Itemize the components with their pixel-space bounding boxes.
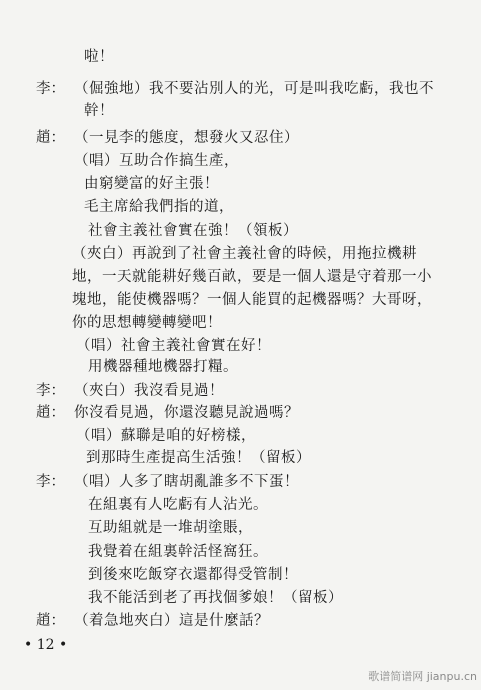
text-line-9: （夾白）再說到了社會主義社會的時候，用拖拉機耕 — [72, 246, 417, 262]
speaker-label-li: 李： — [36, 383, 65, 399]
text-line-15: （夾白）我沒看見過！ — [74, 383, 224, 399]
speaker-label-zhao: 趙： — [36, 613, 65, 629]
speaker-label-zhao: 趙： — [36, 405, 65, 421]
text-line-2: （倔強地）我不要沾別人的光，可是叫我吃虧，我也不 — [74, 81, 434, 97]
text-line-3: 幹！ — [84, 103, 114, 119]
text-line-25: （着急地夾白）這是什麼話？ — [74, 613, 269, 629]
text-line-14: 用機器種地機器打糧。 — [88, 359, 238, 375]
text-line-17: （唱）蘇聯是咱的好榜樣， — [76, 428, 256, 444]
text-line-10: 地，一天就能耕好幾百畝，要是一個人還是守着那一小 — [72, 269, 432, 285]
text-line-1: 啦！ — [84, 49, 114, 65]
text-line-5: （唱）互助合作搞生產， — [74, 153, 239, 169]
text-line-7: 毛主席給我們指的道， — [84, 199, 234, 215]
text-line-16: 你沒看見過，你還沒聽見說過嗎？ — [74, 405, 299, 421]
text-line-12: 你的思想轉變轉變吧！ — [72, 315, 222, 331]
speaker-label-li: 李： — [36, 474, 65, 490]
text-line-20: 在組裏有人吃虧有人沾光。 — [88, 497, 268, 513]
text-line-21: 互助組就是一堆胡塗賬， — [88, 520, 253, 536]
text-line-22: 我覺着在組裏幹活怪窩狂。 — [88, 544, 268, 560]
speaker-label-zhao: 趙： — [36, 130, 65, 146]
text-line-8: 社會主義社會實在強！（領板） — [88, 223, 298, 239]
text-line-24: 我不能活到老了再找個爹娘！（留板） — [88, 590, 343, 606]
site-watermark: 歌谱简谱网 jianpu.cn — [368, 670, 477, 683]
page-number: • 12 • — [24, 637, 68, 653]
text-line-6: 由窮變富的好主張！ — [84, 176, 219, 192]
text-line-19: （唱）人多了瞎胡亂誰多不下蛋！ — [74, 474, 299, 490]
text-line-18: 到那時生產提高生活強！（留板） — [86, 450, 311, 466]
text-line-4: （一見李的態度，想發火又忍住） — [74, 130, 299, 146]
text-line-23: 到後來吃飯穿衣還都得受管制！ — [88, 567, 298, 583]
speaker-label-li: 李： — [36, 81, 65, 97]
text-line-11: 塊地，能使機器嗎？一個人能買的起機器嗎？大哥呀， — [72, 292, 432, 308]
text-line-13: （唱）社會主義社會實在好！ — [76, 338, 271, 354]
